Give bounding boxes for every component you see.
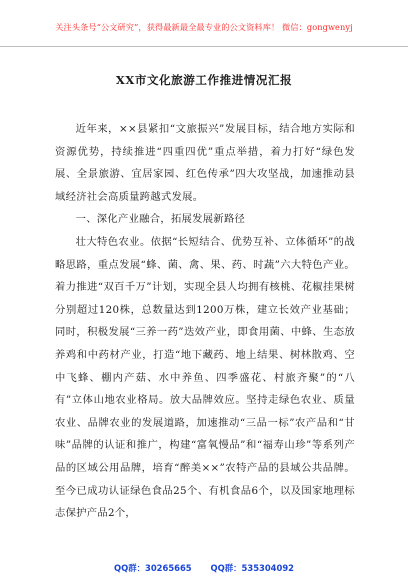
section-heading: 一、深化产业融合，拓展发展新路径 [75, 213, 246, 226]
document-title: XX市文化旅游工作推进情况汇报 [115, 73, 293, 87]
qq-group-2: QQ群：535304092 [210, 563, 294, 573]
header-notice: 关注头条号“公文研究”，获得最新最全最专业的公文资料库！ 微信：gongwenyj [55, 22, 353, 32]
page-footer [0, 562, 408, 574]
page-header [0, 0, 408, 47]
intro-paragraph: 近年来，××县紧扣“文旅振兴”发展目标，结合地方实际和资源优势，持续推进“四重四优”重点举措，着力打好“绿色发展、全景旅游、宜居家园、红色传承”四大攻坚战，加速推动县域经济社会高质量跨越式发展。 [55, 123, 355, 203]
qq-group-1: QQ群：30265665 [114, 563, 192, 573]
body-paragraph: 壮大特色农业。依据“长短结合、优势互补、立体循环”的战略思路，重点发展“蜂、菌、禽、果、药、时蔬”六大特色产业。着力推进“双百千万”计划，实现全县人均拥有核桃、花椒挂果树分别超过120株，总数量达到1200万株，建立长效产业基础；同时，积极发展“三养一药”迭效产业，即食用菌、中蜂、生态放养鸡和中药材产业，打造“地下藏药、地上结果、树林散鸡、空中飞蜂、棚内产菇、水中养鱼、四季盛花、村旅齐聚”的“八有”立体山地农业格局。放大品牌效应。坚持走绿色农业、质量农业、品牌农业的发展道路，加速推动“三品一标”农产品和“甘味”品牌的认证和推广，构建“富氧慢品”和“福寿山珍”等系列产品的区域公用品牌，培育“醉美××”农特产品的县域公共品牌。至今已成功认证绿色食品25个、有机食品6个，以及国家地理标志保护产品2个， [55, 235, 355, 520]
document-body [55, 118, 355, 525]
